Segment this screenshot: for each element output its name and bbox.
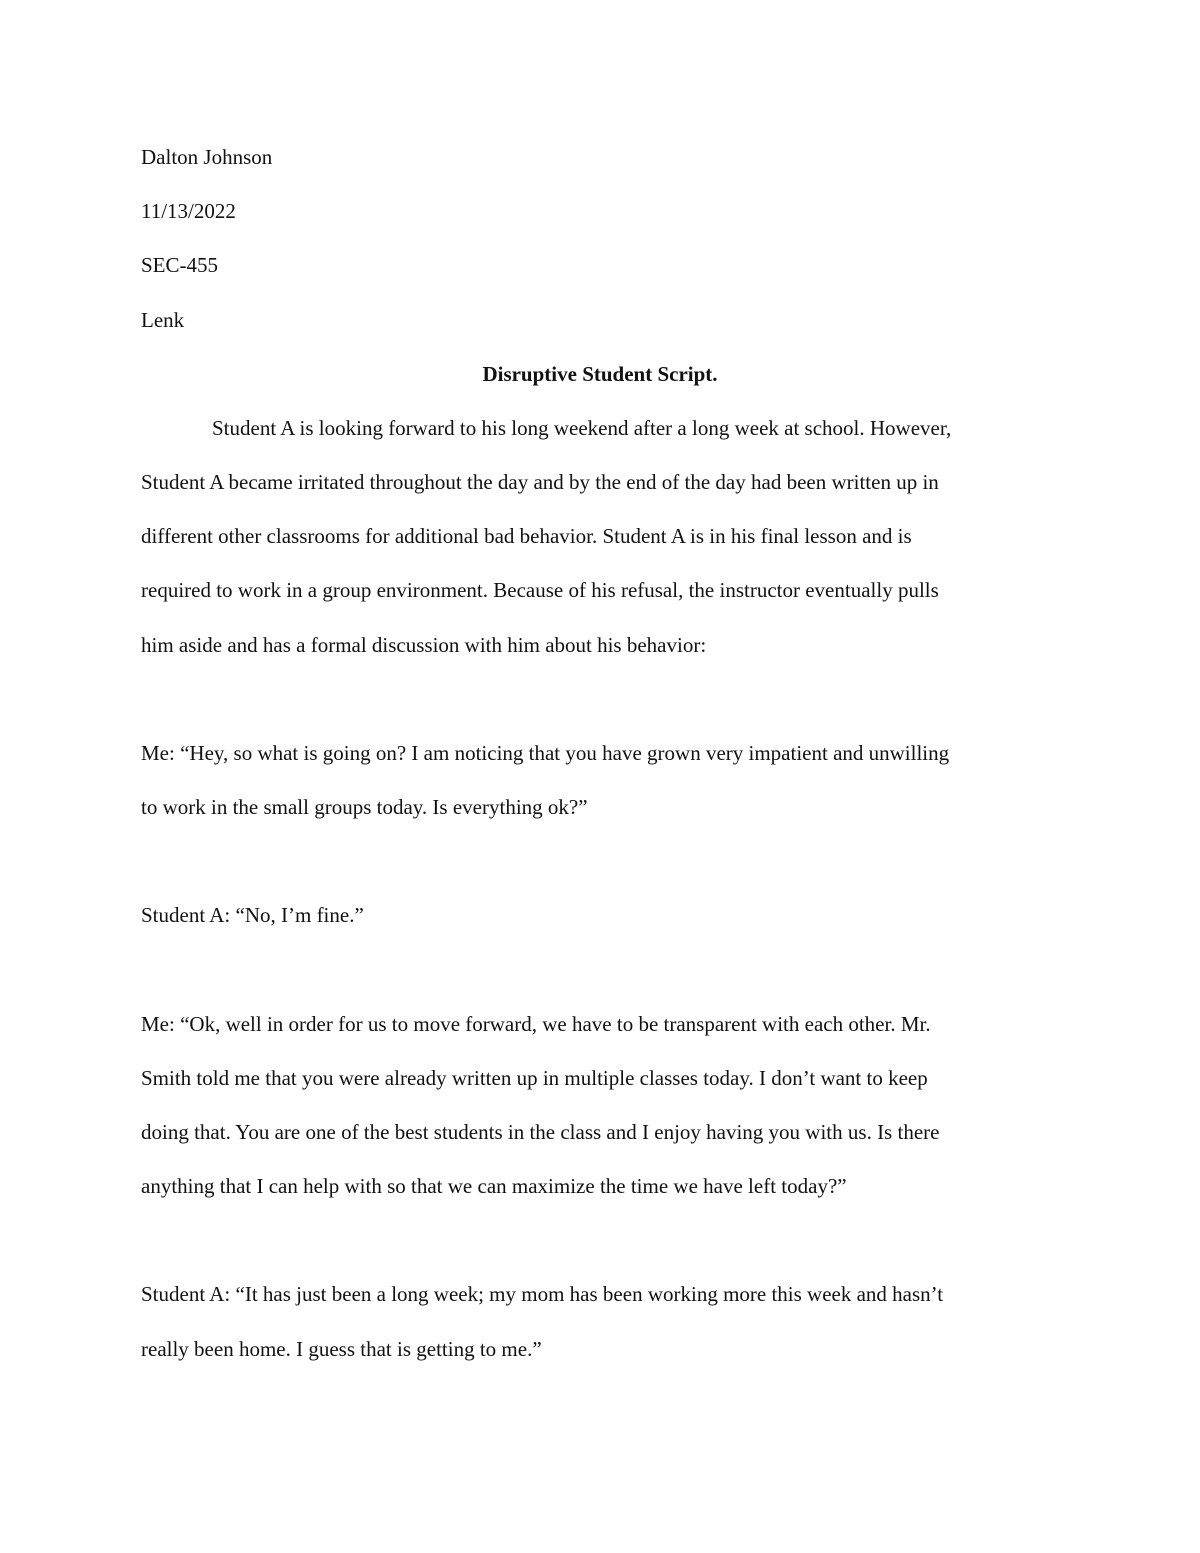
dialogue-line: doing that. You are one of the best students in the class and I enjoy having you with us. Is there (141, 1120, 940, 1144)
intro-line: Student A is looking forward to his long weekend after a long week at school. However, (212, 416, 952, 440)
dialogue-line: Student A: “It has just been a long week; my mom has been working more this week and hasn’t (141, 1282, 944, 1306)
dialogue-line: Me: “Ok, well in order for us to move forward, we have to be transparent with each other. Mr. (141, 1012, 931, 1036)
dialogue-line: Student A: “No, I’m fine.” (141, 903, 364, 927)
dialogue-line: anything that I can help with so that we can maximize the time we have left today?” (141, 1174, 847, 1198)
dialogue-line: to work in the small groups today. Is everything ok?” (141, 795, 588, 819)
intro-line: Student A became irritated throughout the day and by the end of the day had been written up in (141, 470, 939, 494)
intro-line: him aside and has a formal discussion with him about his behavior: (141, 633, 707, 657)
document-title: Disruptive Student Script. (482, 362, 718, 386)
intro-line: required to work in a group environment. Because of his refusal, the instructor eventually pulls (141, 578, 939, 602)
instructor-name: Lenk (141, 308, 185, 332)
intro-line: different other classrooms for additional bad behavior. Student A is in his final lesson and is (141, 524, 912, 548)
document-date: 11/13/2022 (141, 199, 236, 223)
dialogue-line: really been home. I guess that is getting to me.” (141, 1337, 542, 1361)
author-name: Dalton Johnson (141, 145, 273, 169)
dialogue-line: Me: “Hey, so what is going on? I am noticing that you have grown very impatient and unwilling (141, 741, 950, 765)
course-code: SEC-455 (141, 253, 219, 277)
dialogue-line: Smith told me that you were already written up in multiple classes today. I don’t want to keep (141, 1066, 928, 1090)
